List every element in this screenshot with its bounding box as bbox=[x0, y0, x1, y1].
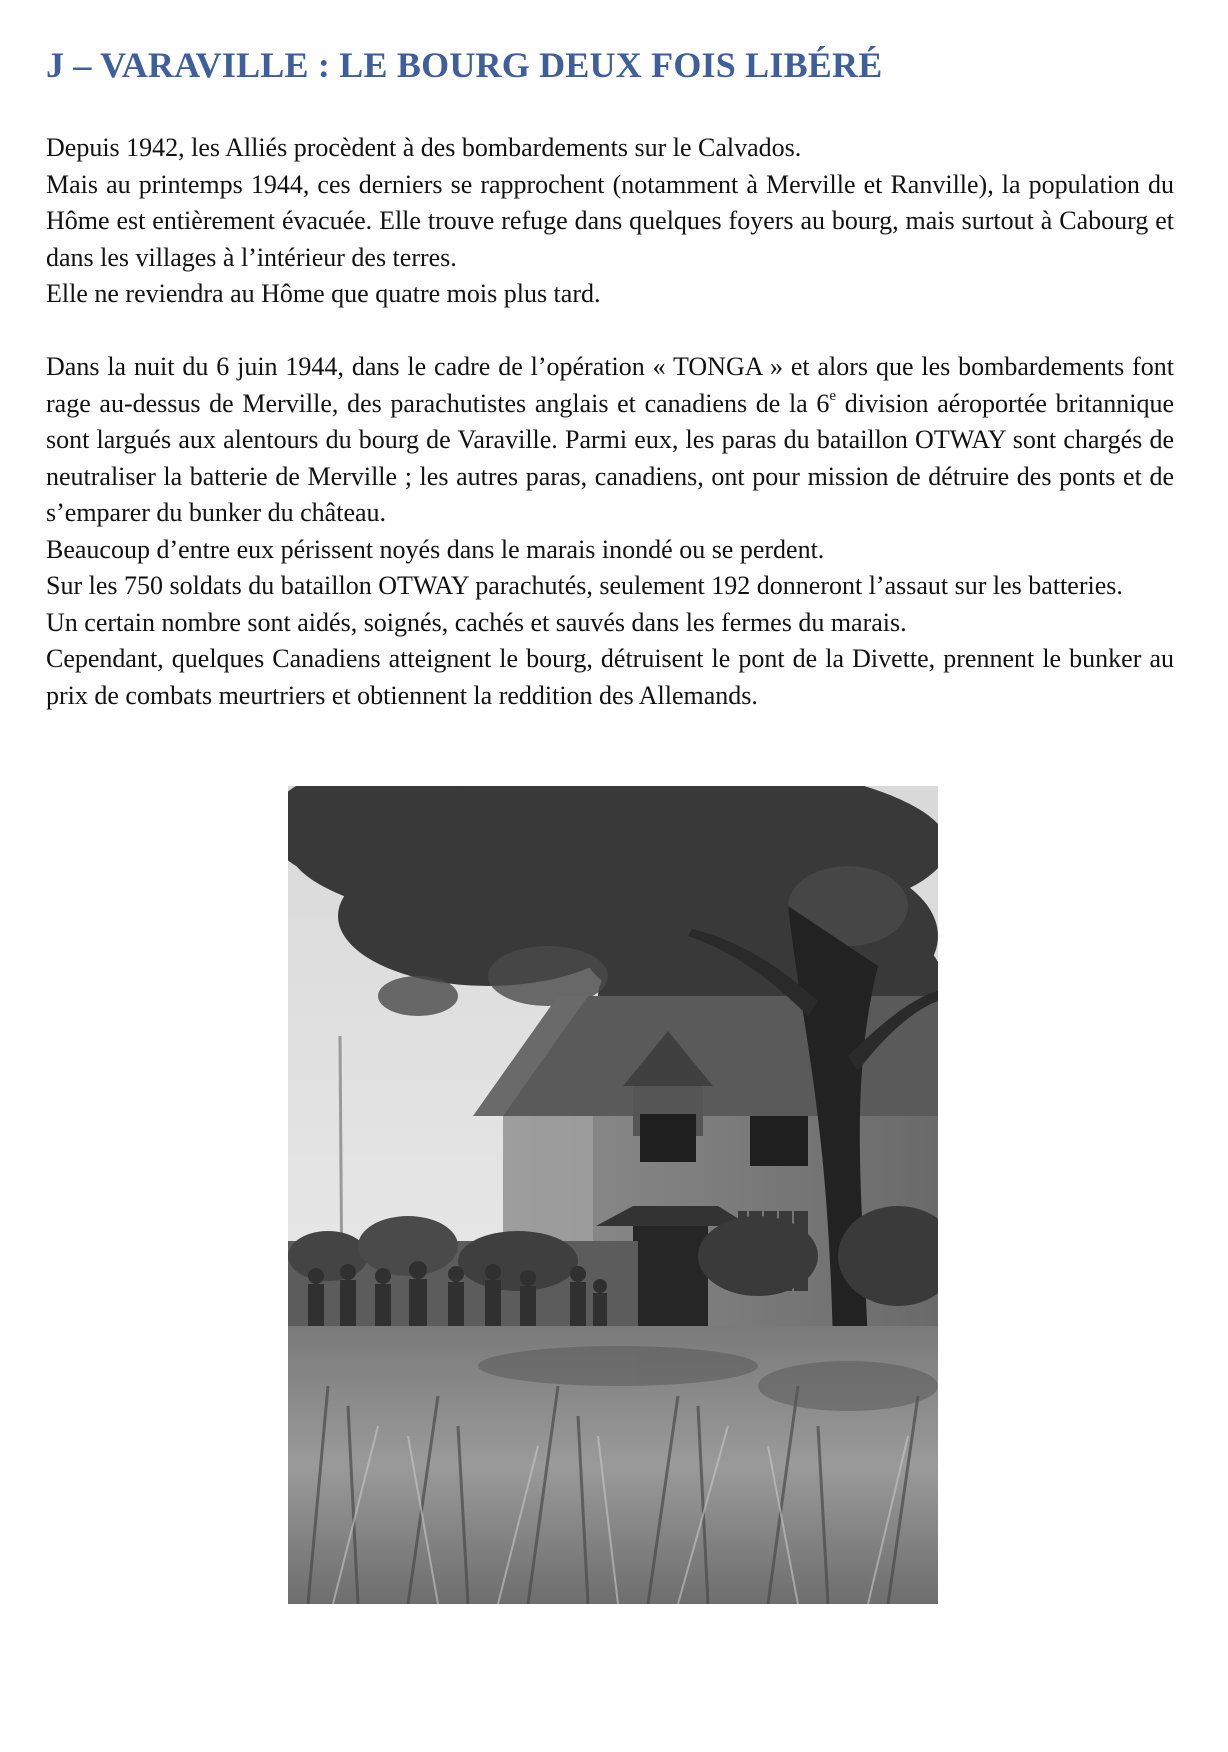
paragraph-8: Cependant, quelques Canadiens atteignent le bourg, détruisent le pont de la Divette, prennent le bunker au prix de combats meurtriers et obtiennent la reddition des Allemands. bbox=[46, 644, 1174, 710]
paragraph-4 bbox=[46, 349, 1174, 532]
paragraph-4-part-1: Dans la nuit du 6 juin 1944, dans le cadre de l’opération « TONGA » et alors que les bombardements font rage au-dessus de Merville, des parachutistes anglais et canadiens de la 6 bbox=[46, 352, 1174, 418]
photo-illustration bbox=[288, 786, 938, 1604]
paragraph-1: Depuis 1942, les Alliés procèdent à des bombardements sur le Calvados. bbox=[46, 133, 802, 162]
paragraph-6: Sur les 750 soldats du bataillon OTWAY parachutés, seulement 192 donneront l’assaut sur les batteries. bbox=[46, 571, 1123, 600]
paragraph-7: Un certain nombre sont aidés, soignés, cachés et sauvés dans les fermes du marais. bbox=[46, 607, 907, 637]
historic-photo bbox=[288, 786, 938, 1604]
article-body bbox=[46, 130, 1174, 714]
page-title: J – VARAVILLE : LE BOURG DEUX FOIS LIBÉRÉ bbox=[46, 45, 883, 85]
paragraph-5: Beaucoup d’entre eux périssent noyés dans le marais inondé ou se perdent. bbox=[46, 534, 825, 564]
paragraph-4-part-2: division aéroportée britannique sont largués aux alentours du bourg de Varaville. Parmi eux, les paras du bataillon OTWAY sont chargés de neutraliser la batterie de Merville ; les autres paras, canadiens, ont pour mission de détruire des ponts et de s’emparer du bunker du château. bbox=[46, 388, 1174, 527]
paragraph-3: Elle ne reviendra au Hôme que quatre mois plus tard. bbox=[46, 279, 601, 308]
paragraph-2: Mais au printemps 1944, ces derniers se rapprochent (notamment à Merville et Ranville), la population du Hôme est entièrement évacuée. Elle trouve refuge dans quelques foyers au bourg, mais surtout à Cabourg et dans les villages à l’intérieur des terres. bbox=[46, 169, 1174, 272]
ordinal-superscript: e bbox=[829, 387, 837, 404]
